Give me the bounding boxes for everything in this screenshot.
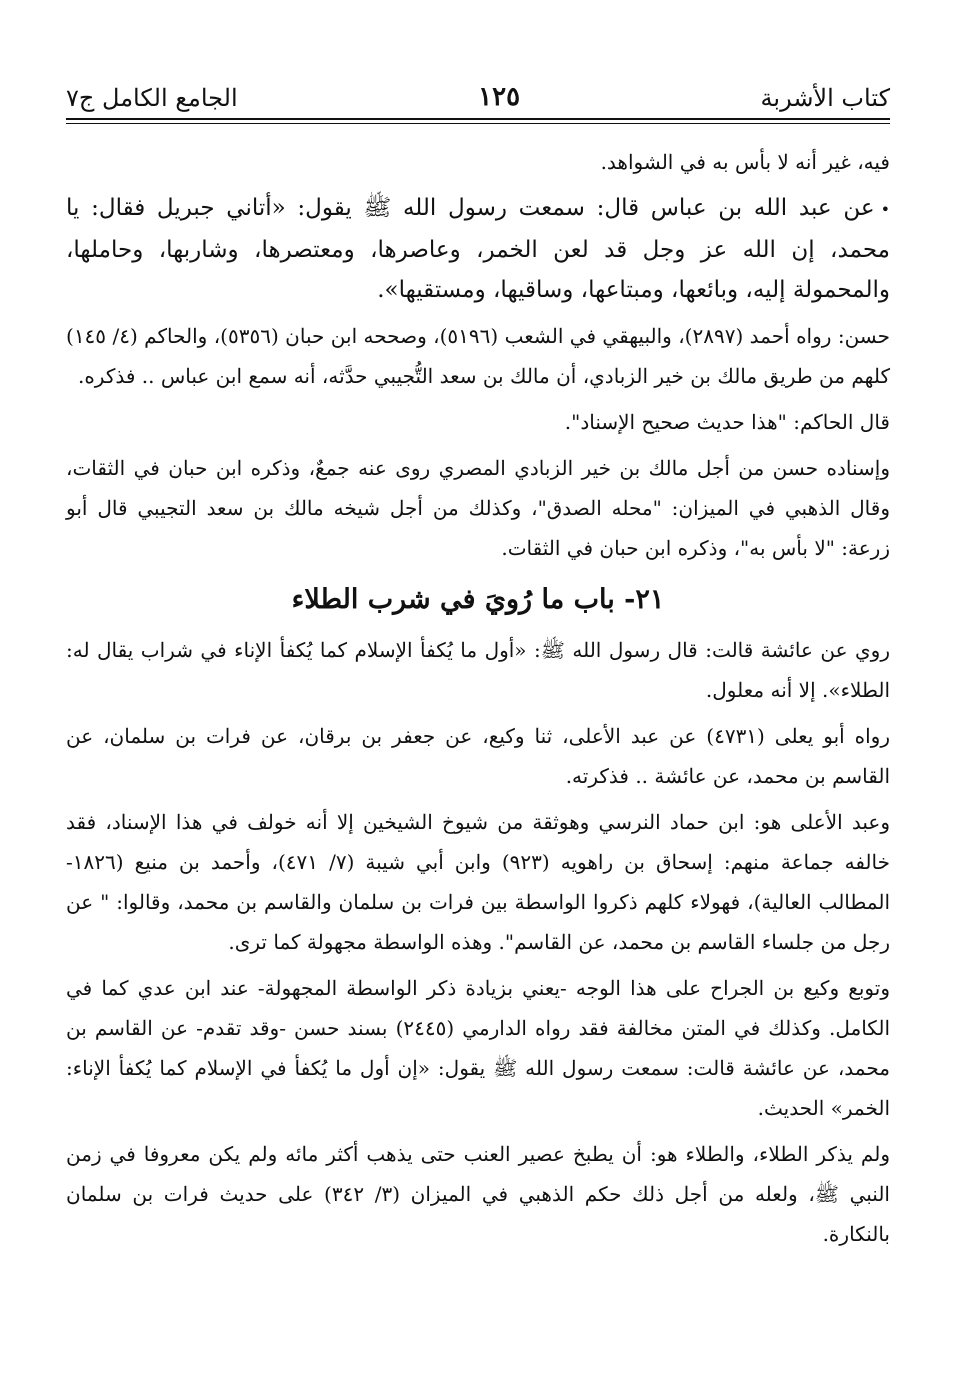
tila-definition-paragraph: ولم يذكر الطلاء، والطلاء هو: أن يطبخ عصير العنب حتى يذهب أكثر مائه ولم يكن معروفا في زمن النبي ﷺ، ولعله من أجل ذلك حكم الذهبي في الميزان (٣/ ٣٤٢) على حديث فرات بن سلمان بالنكارة. [66,1142,890,1246]
abd-al-ala-paragraph: وعبد الأعلى هو: ابن حماد النرسي وهوثقة من شيوخ الشيخين إلا أنه خولف في هذا الإسناد، فقد خالفه جماعة منهم: إسحاق بن راهويه (٩٢٣) وابن أبي شيبة (٧/ ٤٧١)، وأحمد بن منيع (١٨٢٦-المطالب العالية)، فهولاء كلهم ذكروا الواسطة بين فرات بن سلمان والقاسم بن محمد، وقالوا: " عن رجل من جلساء القاسم بن محمد، عن القاسم". وهذه الواسطة مجهولة كما ترى. [66,810,890,954]
book-running-title: الجامع الكامل ج٧ [66,84,238,112]
waki-paragraph: وتوبع وكيع بن الجراح على هذا الوجه -يعني بزيادة ذكر الواسطة المجهولة- عند ابن عدي كما في الكامل. وكذلك في المتن مخالفة فقد رواه الدارمي (٢٤٤٥) بسند حسن -وقد تقدم- عن القاسم بن محمد، عن عائشة قالت: سمعت رسول الله ﷺ يقول: «إن أول ما يُكفأ في الإسلام كما يُكفأ الإناء: الخمر» الحديث. [66,976,890,1120]
hadith-paragraph [66,188,890,310]
page-header [66,68,890,112]
isnad-assessment: وإسناده حسن من أجل مالك بن خير الزبادي المصري روى عنه جمعٌ، وذكره ابن حبان في الثقات، وقال الذهبي في الميزان: "محله الصدق"، وكذلك من أجل شيخه مالك بن سعد التجيبي قال أبو زرعة: "لا بأس به"، وذكره ابن حبان في الثقات. [66,456,890,560]
abu-yala-paragraph: رواه أبو يعلى (٤٧٣١) عن عبد الأعلى، ثنا وكيع، عن جعفر بن برقان، عن فرات بن سلمان، عن القاسم بن محمد، عن عائشة .. فذكرته. [66,724,890,788]
chapter-heading: ٢١- باب ما رُويَ في شرب الطلاء [291,584,665,615]
header-rule-thick [66,118,890,120]
page-body [66,142,890,1254]
bullet-icon: • [880,200,890,219]
takhrij-paragraph: حسن: رواه أحمد (٢٨٩٧)، والبيهقي في الشعب (٥١٩٦)، وصححه ابن حبان (٥٣٥٦)، والحاكم (٤/ ١٤٥) كلهم من طريق مالك بن خير الزبادي، أن مالك بن سعد التُّجيبي حدَّثه، أنه سمع ابن عباس .. فذكره. [66,324,891,388]
hadith-paragraph-aisha: روي عن عائشة قالت: قال رسول الله ﷺ: «أول ما يُكفأ الإسلام كما يُكفأ الإناء في شراب يقال له: الطلاء». إلا أنه معلول. [66,638,890,702]
hakim-quote: قال الحاكم: "هذا حديث صحيح الإسناد". [564,410,890,434]
hadith-text: عن عبد الله بن عباس قال: سمعت رسول الله ﷺ يقول: «أتاني جبريل فقال: يا محمد، إن الله عز وجل قد لعن الخمر، وعاصرها، ومعتصرها، وشاربها، وحاملها، والمحمولة إليه، وبائعها، ومبتاعها، وساقيها، ومستقيها». [66,195,890,303]
page-number: ١٢٥ [478,82,521,112]
header-rule-thin [66,123,890,124]
paragraph-continuation: فيه، غير أنه لا بأس به في الشواهد. [600,150,890,174]
chapter-running-title: كتاب الأشربة [760,84,890,112]
